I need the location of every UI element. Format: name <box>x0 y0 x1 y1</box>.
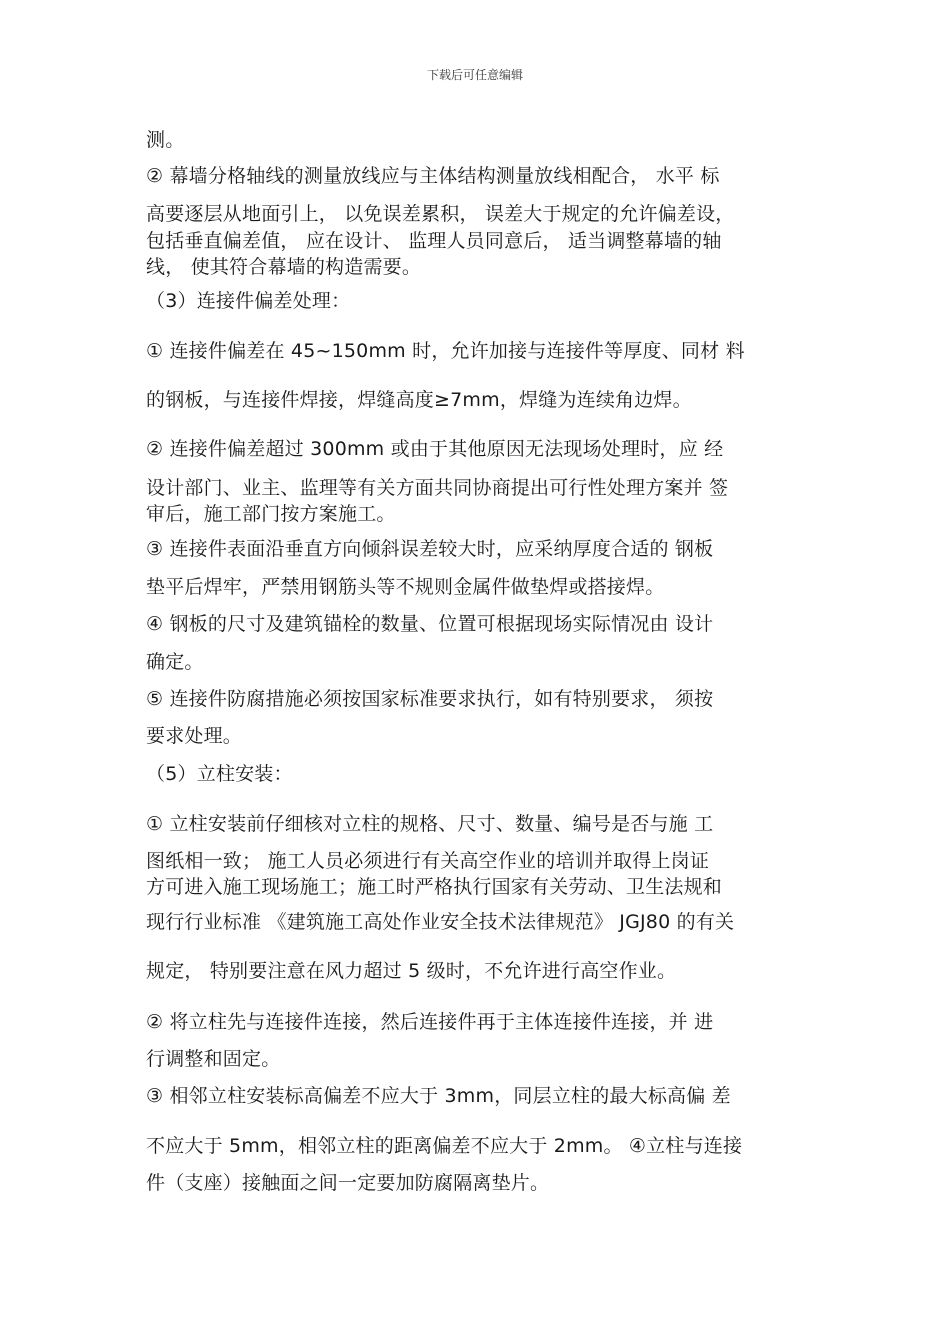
page-header: 下载后可任意编辑 <box>426 68 523 82</box>
text-line: ③ 连接件表面沿垂直方向倾斜误差较大时，应采纳厚度合适的 钢板 <box>146 538 714 560</box>
section-heading: （3）连接件偏差处理： <box>146 290 351 312</box>
text-line: 高要逐层从地面引上， 以免误差累积， 误差大于规定的允许偏差设， <box>146 203 735 225</box>
section-heading: （5）立柱安装： <box>146 763 293 785</box>
text-line: 包括垂直偏差值， 应在设计、 监理人员同意后， 适当调整幕墙的轴 <box>146 230 722 252</box>
text-line: ① 连接件偏差在 45~150mm 时，允许加接与连接件等厚度、同材 料 <box>146 340 745 362</box>
text-line: ④ 钢板的尺寸及建筑锚栓的数量、位置可根据现场实际情况由 设计 <box>146 613 714 635</box>
text-line: 规定， 特别要注意在风力超过 5 级时，不允许进行高空作业。 <box>146 960 677 982</box>
text-line: ⑤ 连接件防腐措施必须按国家标准要求执行，如有特别要求， 须按 <box>146 688 714 710</box>
text-line: 行调整和固定。 <box>146 1048 281 1070</box>
text-line: 确定。 <box>146 651 204 673</box>
text-line: 的钢板，与连接件焊接，焊缝高度≥7mm，焊缝为连续角边焊。 <box>146 389 692 411</box>
text-line: 测。 <box>146 129 185 151</box>
text-line: 不应大于 5mm，相邻立柱的距离偏差不应大于 2mm。 ④立柱与连接 <box>146 1135 743 1157</box>
text-line: ② 连接件偏差超过 300mm 或由于其他原因无法现场处理时，应 经 <box>146 438 724 460</box>
text-line: 要求处理。 <box>146 725 243 747</box>
text-line: 图纸相一致； 施工人员必须进行有关高空作业的培训并取得上岗证 <box>146 850 710 872</box>
text-line: ① 立柱安装前仔细核对立柱的规格、尺寸、数量、编号是否与施 工 <box>146 813 714 835</box>
text-line: 方可进入施工现场施工；施工时严格执行国家有关劳动、卫生法规和 <box>146 876 723 898</box>
text-line: 件（支座）接触面之间一定要加防腐隔离垫片。 <box>146 1172 550 1194</box>
text-line: ② 将立柱先与连接件连接，然后连接件再于主体连接件连接，并 进 <box>146 1011 714 1033</box>
text-line: ③ 相邻立柱安装标高偏差不应大于 3mm，同层立柱的最大标高偏 差 <box>146 1085 731 1107</box>
text-line: 垫平后焊牢，严禁用钢筋头等不规则金属件做垫焊或搭接焊。 <box>146 576 665 598</box>
text-line: ② 幕墙分格轴线的测量放线应与主体结构测量放线相配合， 水平 标 <box>146 165 720 187</box>
text-line: 现行行业标准 《建筑施工高处作业安全技术法律规范》 JGJ80 的有关 <box>146 911 735 933</box>
text-line: 审后，施工部门按方案施工。 <box>146 503 396 525</box>
text-line: 设计部门、业主、监理等有关方面共同协商提出可行性处理方案并 签 <box>146 477 729 499</box>
text-line: 线， 使其符合幕墙的构造需要。 <box>146 256 422 278</box>
